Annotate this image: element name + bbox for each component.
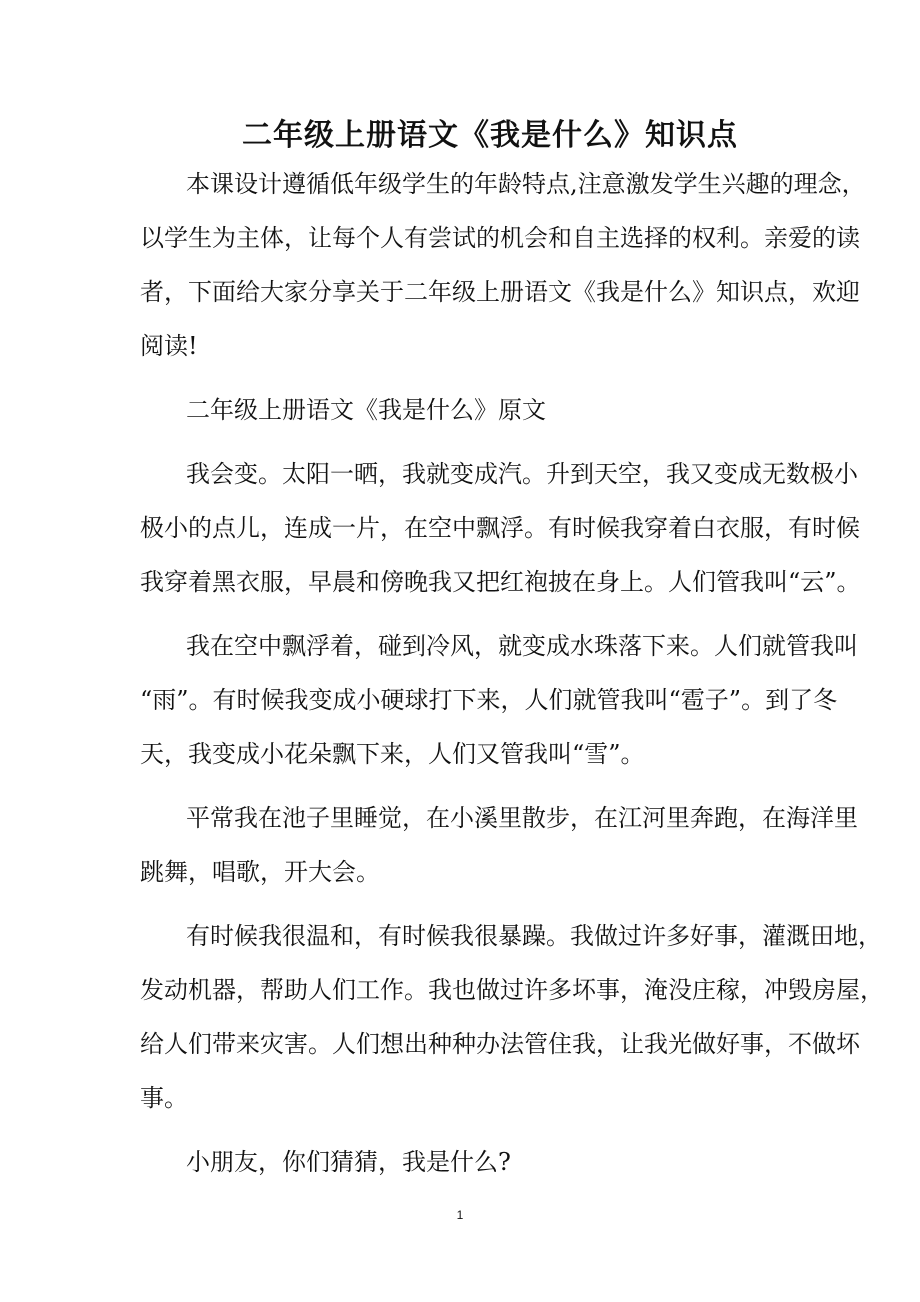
text-line: 发动机器，帮助人们工作。我也做过许多坏事，淹没庄稼，冲毁房屋， [140, 976, 884, 1004]
paragraph [140, 619, 858, 781]
text-line: 者，下面给大家分享关于二年级上册语文《我是什么》知识点，欢迎 [140, 278, 860, 306]
paragraph [140, 909, 884, 1125]
paragraph [140, 791, 858, 899]
text-line: “雨”。有时候我变成小硬球打下来，人们就管我叫“雹子”。到了冬 [140, 686, 838, 714]
document-body [140, 157, 884, 1199]
text-line: 天，我变成小花朵飘下来，人们又管我叫“雪”。 [140, 740, 645, 768]
text-line: 给人们带来灾害。人们想出种种办法管住我，让我光做好事，不做坏 [140, 1030, 860, 1058]
page-number: 1 [456, 1208, 464, 1222]
paragraph [140, 383, 784, 437]
text-line: 阅读! [140, 332, 198, 360]
paragraph [140, 157, 866, 373]
text-line: 小朋友，你们猜猜，我是什么? [186, 1148, 511, 1176]
document-title: 二年级上册语文《我是什么》知识点 [242, 118, 738, 153]
text-line: 跳舞，唱歌，开大会。 [140, 858, 380, 886]
text-line: 极小的点儿，连成一片，在空中飘浮。有时候我穿着白衣服，有时候 [140, 514, 860, 542]
text-line: 以学生为主体，让每个人有尝试的机会和自主选择的权利。亲爱的读 [140, 224, 860, 252]
text-line: 事。 [140, 1084, 188, 1112]
text-line: 平常我在池子里睡觉，在小溪里散步，在江河里奔跑，在海洋里 [186, 804, 858, 832]
text-line: 本课设计遵循低年级学生的年龄特点,注意激发学生兴趣的理念， [186, 170, 866, 198]
paragraph [140, 447, 861, 609]
text-line: 我穿着黑衣服，早晨和傍晚我又把红袍披在身上。人们管我叫“云”。 [140, 568, 861, 596]
text-line: 二年级上册语文《我是什么》原文 [186, 396, 546, 424]
text-line: 有时候我很温和，有时候我很暴躁。我做过许多好事，灌溉田地， [186, 922, 882, 950]
text-line: 我会变。太阳一晒，我就变成汽。升到天空，我又变成无数极小 [186, 460, 858, 488]
text-line: 我在空中飘浮着，碰到冷风，就变成水珠落下来。人们就管我叫 [186, 632, 858, 660]
paragraph [140, 1135, 784, 1189]
